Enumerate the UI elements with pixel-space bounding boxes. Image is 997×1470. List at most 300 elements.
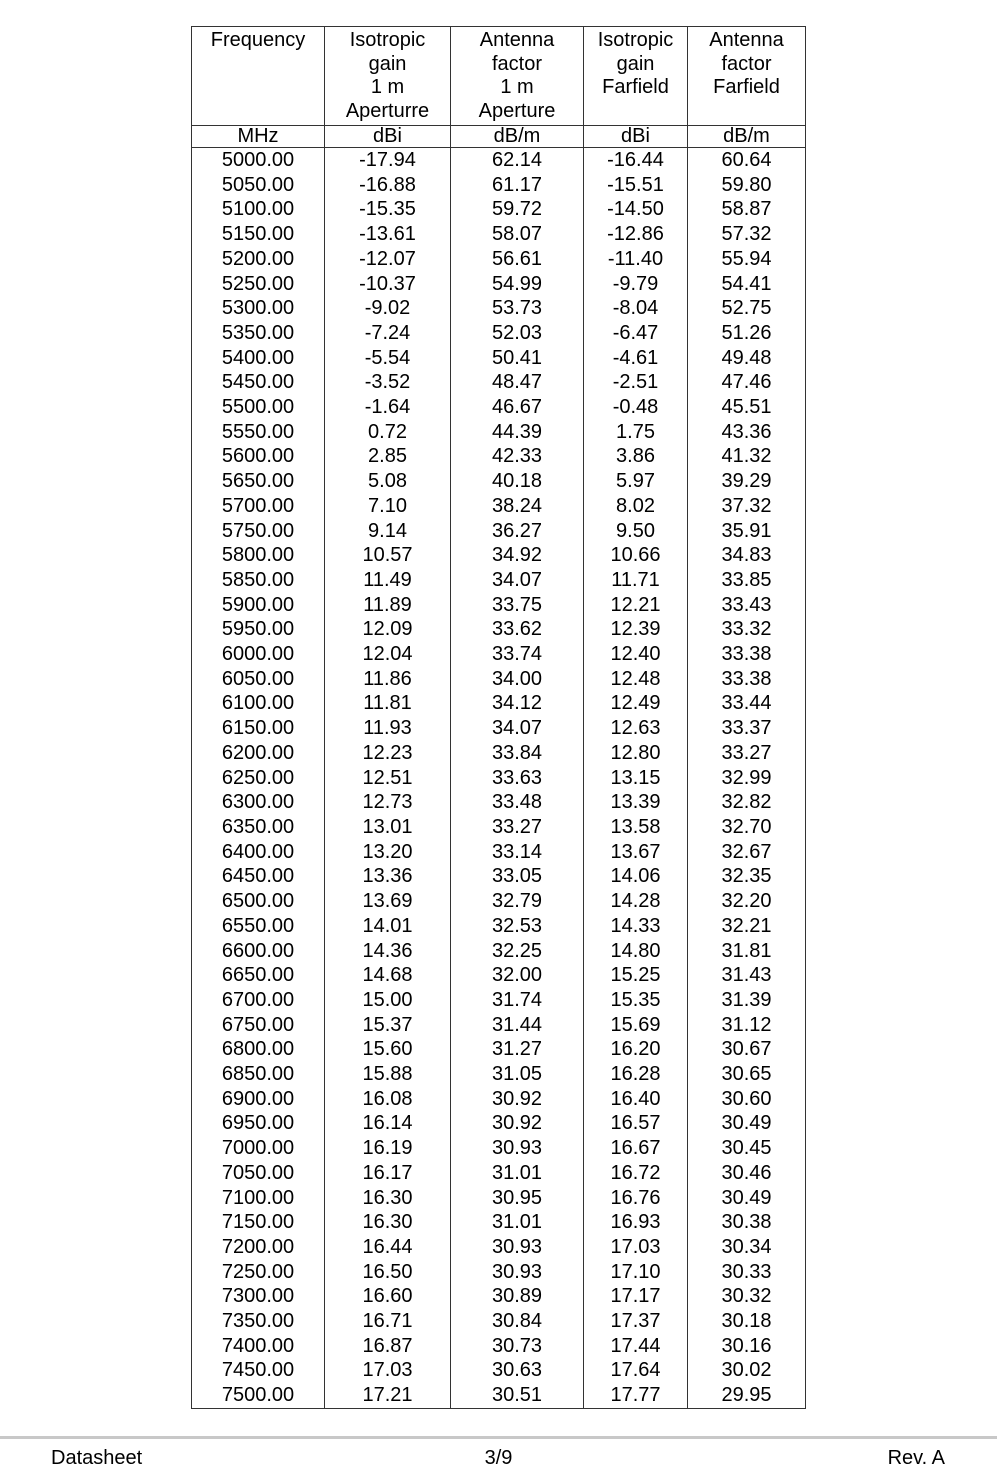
cell-isotropic-gain-farfield: 16.57 — [584, 1111, 688, 1136]
cell-antenna-factor-1m: 34.07 — [451, 568, 584, 593]
cell-antenna-factor-1m: 40.18 — [451, 469, 584, 494]
cell-frequency: 6500.00 — [192, 889, 325, 914]
cell-antenna-factor-1m: 54.99 — [451, 272, 584, 297]
cell-isotropic-gain-1m: -13.61 — [325, 222, 451, 247]
cell-antenna-factor-farfield: 33.43 — [688, 593, 806, 618]
cell-frequency: 5350.00 — [192, 321, 325, 346]
cell-frequency: 6400.00 — [192, 840, 325, 865]
cell-isotropic-gain-farfield: 17.03 — [584, 1235, 688, 1260]
cell-antenna-factor-farfield: 55.94 — [688, 247, 806, 272]
header-line: factor — [721, 52, 772, 75]
cell-antenna-factor-1m: 33.63 — [451, 766, 584, 791]
cell-isotropic-gain-1m: 12.23 — [325, 741, 451, 766]
table-row — [192, 914, 806, 939]
cell-frequency: 5600.00 — [192, 444, 325, 469]
cell-isotropic-gain-1m: -3.52 — [325, 370, 451, 395]
cell-isotropic-gain-1m: -7.24 — [325, 321, 451, 346]
cell-antenna-factor-1m: 33.75 — [451, 593, 584, 618]
header-line: 1 m — [370, 76, 405, 98]
table-row — [192, 1013, 806, 1038]
table-row — [192, 247, 806, 272]
cell-isotropic-gain-farfield: 13.67 — [584, 840, 688, 865]
cell-isotropic-gain-1m: 16.30 — [325, 1210, 451, 1235]
cell-antenna-factor-farfield: 30.65 — [688, 1062, 806, 1087]
table-row — [192, 444, 806, 469]
cell-frequency: 6300.00 — [192, 790, 325, 815]
unit-antenna-factor-1m: dB/m — [451, 126, 584, 148]
table-row — [192, 864, 806, 889]
cell-isotropic-gain-1m: 14.36 — [325, 939, 451, 964]
cell-antenna-factor-1m: 62.14 — [451, 148, 584, 173]
cell-frequency: 7400.00 — [192, 1334, 325, 1359]
table-row — [192, 1136, 806, 1161]
table-row — [192, 296, 806, 321]
cell-antenna-factor-1m: 34.07 — [451, 716, 584, 741]
cell-antenna-factor-1m: 33.27 — [451, 815, 584, 840]
cell-frequency: 7050.00 — [192, 1161, 325, 1186]
cell-frequency: 7200.00 — [192, 1235, 325, 1260]
header-line: Farfield — [713, 76, 780, 98]
cell-isotropic-gain-1m: 15.88 — [325, 1062, 451, 1087]
cell-isotropic-gain-farfield: 17.17 — [584, 1284, 688, 1309]
header-line: gain — [368, 52, 407, 75]
cell-frequency: 7100.00 — [192, 1186, 325, 1211]
cell-antenna-factor-1m: 32.25 — [451, 939, 584, 964]
table-row — [192, 222, 806, 247]
cell-antenna-factor-farfield: 33.38 — [688, 667, 806, 692]
table-row — [192, 1260, 806, 1285]
cell-antenna-factor-1m: 30.92 — [451, 1087, 584, 1112]
cell-antenna-factor-farfield: 57.32 — [688, 222, 806, 247]
cell-antenna-factor-farfield: 33.44 — [688, 691, 806, 716]
cell-frequency: 5400.00 — [192, 346, 325, 371]
cell-frequency: 7250.00 — [192, 1260, 325, 1285]
cell-antenna-factor-farfield: 31.43 — [688, 963, 806, 988]
table-row — [192, 691, 806, 716]
cell-antenna-factor-farfield: 31.12 — [688, 1013, 806, 1038]
table-row — [192, 815, 806, 840]
cell-antenna-factor-farfield: 58.87 — [688, 197, 806, 222]
header-line: Aperturre — [345, 99, 430, 122]
table-body — [192, 148, 806, 1409]
cell-frequency: 5800.00 — [192, 543, 325, 568]
cell-antenna-factor-1m: 30.92 — [451, 1111, 584, 1136]
cell-isotropic-gain-farfield: 17.64 — [584, 1358, 688, 1383]
cell-isotropic-gain-1m: 16.60 — [325, 1284, 451, 1309]
header-line: Farfield — [602, 76, 669, 98]
cell-antenna-factor-farfield: 35.91 — [688, 519, 806, 544]
cell-isotropic-gain-farfield: 16.40 — [584, 1087, 688, 1112]
table-row — [192, 395, 806, 420]
cell-isotropic-gain-1m: 11.89 — [325, 593, 451, 618]
cell-isotropic-gain-1m: -12.07 — [325, 247, 451, 272]
cell-isotropic-gain-1m: 15.37 — [325, 1013, 451, 1038]
cell-antenna-factor-1m: 31.01 — [451, 1161, 584, 1186]
cell-antenna-factor-1m: 61.17 — [451, 173, 584, 198]
header-line: Isotropic — [597, 29, 674, 51]
cell-frequency: 5500.00 — [192, 395, 325, 420]
cell-antenna-factor-1m: 31.74 — [451, 988, 584, 1013]
cell-antenna-factor-farfield: 37.32 — [688, 494, 806, 519]
cell-isotropic-gain-farfield: 17.77 — [584, 1383, 688, 1408]
cell-isotropic-gain-1m: 12.04 — [325, 642, 451, 667]
cell-isotropic-gain-1m: 11.86 — [325, 667, 451, 692]
cell-isotropic-gain-farfield: -0.48 — [584, 395, 688, 420]
header-line: 1 m — [500, 76, 534, 98]
cell-antenna-factor-farfield: 30.33 — [688, 1260, 806, 1285]
cell-frequency: 7000.00 — [192, 1136, 325, 1161]
cell-antenna-factor-farfield: 45.51 — [688, 395, 806, 420]
table-row — [192, 420, 806, 445]
cell-antenna-factor-farfield: 31.81 — [688, 939, 806, 964]
cell-antenna-factor-farfield: 30.16 — [688, 1334, 806, 1359]
cell-antenna-factor-1m: 33.84 — [451, 741, 584, 766]
cell-antenna-factor-1m: 32.53 — [451, 914, 584, 939]
table-row — [192, 1186, 806, 1211]
header-isotropic-gain-farfield — [584, 27, 688, 126]
cell-isotropic-gain-1m: 9.14 — [325, 519, 451, 544]
cell-isotropic-gain-1m: 13.36 — [325, 864, 451, 889]
cell-antenna-factor-1m: 33.48 — [451, 790, 584, 815]
cell-antenna-factor-farfield: 51.26 — [688, 321, 806, 346]
cell-frequency: 6850.00 — [192, 1062, 325, 1087]
cell-antenna-factor-1m: 58.07 — [451, 222, 584, 247]
table-row — [192, 1235, 806, 1260]
cell-frequency: 6900.00 — [192, 1087, 325, 1112]
cell-antenna-factor-farfield: 30.60 — [688, 1087, 806, 1112]
cell-isotropic-gain-1m: 16.50 — [325, 1260, 451, 1285]
cell-frequency: 5100.00 — [192, 197, 325, 222]
cell-isotropic-gain-1m: 12.51 — [325, 766, 451, 791]
cell-antenna-factor-farfield: 30.02 — [688, 1358, 806, 1383]
cell-antenna-factor-farfield: 33.32 — [688, 617, 806, 642]
cell-antenna-factor-1m: 31.44 — [451, 1013, 584, 1038]
cell-isotropic-gain-farfield: 14.33 — [584, 914, 688, 939]
table-row — [192, 889, 806, 914]
table-row — [192, 1062, 806, 1087]
cell-isotropic-gain-1m: 16.87 — [325, 1334, 451, 1359]
cell-frequency: 7300.00 — [192, 1284, 325, 1309]
table-row — [192, 346, 806, 371]
table-row — [192, 1284, 806, 1309]
cell-antenna-factor-1m: 33.14 — [451, 840, 584, 865]
cell-antenna-factor-1m: 48.47 — [451, 370, 584, 395]
cell-isotropic-gain-farfield: 12.49 — [584, 691, 688, 716]
cell-isotropic-gain-farfield: 12.40 — [584, 642, 688, 667]
cell-isotropic-gain-1m: 16.30 — [325, 1186, 451, 1211]
cell-antenna-factor-1m: 33.62 — [451, 617, 584, 642]
cell-isotropic-gain-farfield: 16.72 — [584, 1161, 688, 1186]
footer-divider — [0, 1436, 997, 1439]
cell-frequency: 7350.00 — [192, 1309, 325, 1334]
cell-frequency: 5200.00 — [192, 247, 325, 272]
cell-antenna-factor-farfield: 33.85 — [688, 568, 806, 593]
cell-isotropic-gain-1m: -15.35 — [325, 197, 451, 222]
cell-antenna-factor-farfield: 30.46 — [688, 1161, 806, 1186]
cell-antenna-factor-farfield: 52.75 — [688, 296, 806, 321]
cell-antenna-factor-1m: 33.05 — [451, 864, 584, 889]
table-row — [192, 370, 806, 395]
header-frequency — [192, 27, 325, 126]
cell-frequency: 7450.00 — [192, 1358, 325, 1383]
cell-antenna-factor-farfield: 49.48 — [688, 346, 806, 371]
table-row — [192, 1087, 806, 1112]
cell-isotropic-gain-farfield: 14.28 — [584, 889, 688, 914]
cell-frequency: 6700.00 — [192, 988, 325, 1013]
cell-antenna-factor-1m: 30.93 — [451, 1136, 584, 1161]
header-antenna-factor-1m — [451, 27, 584, 126]
cell-antenna-factor-1m: 30.51 — [451, 1383, 584, 1408]
cell-frequency: 5300.00 — [192, 296, 325, 321]
cell-frequency: 6150.00 — [192, 716, 325, 741]
cell-isotropic-gain-1m: 10.57 — [325, 543, 451, 568]
table-row — [192, 1161, 806, 1186]
cell-frequency: 6750.00 — [192, 1013, 325, 1038]
header-isotropic-gain-1m — [325, 27, 451, 126]
table-row — [192, 1037, 806, 1062]
cell-frequency: 6600.00 — [192, 939, 325, 964]
cell-isotropic-gain-farfield: 16.28 — [584, 1062, 688, 1087]
cell-antenna-factor-farfield: 30.67 — [688, 1037, 806, 1062]
cell-antenna-factor-farfield: 33.38 — [688, 642, 806, 667]
cell-antenna-factor-1m: 46.67 — [451, 395, 584, 420]
cell-frequency: 5050.00 — [192, 173, 325, 198]
cell-antenna-factor-1m: 59.72 — [451, 197, 584, 222]
table-row — [192, 766, 806, 791]
cell-isotropic-gain-farfield: 13.58 — [584, 815, 688, 840]
cell-antenna-factor-farfield: 33.37 — [688, 716, 806, 741]
cell-isotropic-gain-farfield: 15.25 — [584, 963, 688, 988]
cell-antenna-factor-farfield: 32.35 — [688, 864, 806, 889]
cell-isotropic-gain-1m: 16.71 — [325, 1309, 451, 1334]
cell-antenna-factor-1m: 30.84 — [451, 1309, 584, 1334]
footer-page-number: 3/9 — [484, 1447, 513, 1469]
cell-antenna-factor-1m: 31.27 — [451, 1037, 584, 1062]
table-row — [192, 519, 806, 544]
cell-isotropic-gain-farfield: -6.47 — [584, 321, 688, 346]
table-row — [192, 568, 806, 593]
table-row — [192, 741, 806, 766]
cell-antenna-factor-1m: 30.95 — [451, 1186, 584, 1211]
cell-isotropic-gain-1m: 11.81 — [325, 691, 451, 716]
cell-antenna-factor-1m: 30.63 — [451, 1358, 584, 1383]
cell-frequency: 5550.00 — [192, 420, 325, 445]
cell-frequency: 5000.00 — [192, 148, 325, 173]
cell-isotropic-gain-1m: 15.00 — [325, 988, 451, 1013]
cell-isotropic-gain-1m: 11.49 — [325, 568, 451, 593]
cell-isotropic-gain-farfield: 5.97 — [584, 469, 688, 494]
cell-frequency: 6650.00 — [192, 963, 325, 988]
unit-frequency: MHz — [192, 126, 325, 148]
table-row — [192, 543, 806, 568]
cell-isotropic-gain-1m: 13.01 — [325, 815, 451, 840]
cell-antenna-factor-1m: 50.41 — [451, 346, 584, 371]
cell-isotropic-gain-farfield: 17.37 — [584, 1309, 688, 1334]
cell-frequency: 6450.00 — [192, 864, 325, 889]
cell-isotropic-gain-1m: 7.10 — [325, 494, 451, 519]
table-row — [192, 173, 806, 198]
cell-antenna-factor-1m: 30.93 — [451, 1260, 584, 1285]
cell-isotropic-gain-1m: 16.19 — [325, 1136, 451, 1161]
table-row — [192, 617, 806, 642]
cell-antenna-factor-farfield: 54.41 — [688, 272, 806, 297]
cell-isotropic-gain-farfield: 8.02 — [584, 494, 688, 519]
table-row — [192, 1334, 806, 1359]
table-row — [192, 963, 806, 988]
table-row — [192, 148, 806, 173]
cell-antenna-factor-1m: 34.12 — [451, 691, 584, 716]
cell-frequency: 6950.00 — [192, 1111, 325, 1136]
cell-isotropic-gain-farfield: -15.51 — [584, 173, 688, 198]
header-line: gain — [616, 52, 655, 75]
cell-frequency: 5250.00 — [192, 272, 325, 297]
cell-antenna-factor-farfield: 31.39 — [688, 988, 806, 1013]
cell-isotropic-gain-farfield: 11.71 — [584, 568, 688, 593]
cell-isotropic-gain-farfield: -2.51 — [584, 370, 688, 395]
cell-frequency: 5150.00 — [192, 222, 325, 247]
cell-isotropic-gain-farfield: -4.61 — [584, 346, 688, 371]
cell-antenna-factor-farfield: 32.70 — [688, 815, 806, 840]
cell-isotropic-gain-farfield: -11.40 — [584, 247, 688, 272]
cell-antenna-factor-farfield: 30.38 — [688, 1210, 806, 1235]
cell-isotropic-gain-farfield: 15.69 — [584, 1013, 688, 1038]
cell-isotropic-gain-farfield: 13.15 — [584, 766, 688, 791]
cell-isotropic-gain-1m: 16.08 — [325, 1087, 451, 1112]
cell-antenna-factor-1m: 30.89 — [451, 1284, 584, 1309]
cell-frequency: 5450.00 — [192, 370, 325, 395]
cell-isotropic-gain-farfield: 12.48 — [584, 667, 688, 692]
cell-antenna-factor-1m: 52.03 — [451, 321, 584, 346]
cell-antenna-factor-farfield: 60.64 — [688, 148, 806, 173]
cell-isotropic-gain-farfield: 12.63 — [584, 716, 688, 741]
table-row — [192, 494, 806, 519]
header-line: factor — [491, 52, 543, 75]
cell-frequency: 6350.00 — [192, 815, 325, 840]
cell-isotropic-gain-1m: -16.88 — [325, 173, 451, 198]
cell-frequency: 5900.00 — [192, 593, 325, 618]
cell-antenna-factor-1m: 30.73 — [451, 1334, 584, 1359]
cell-frequency: 6050.00 — [192, 667, 325, 692]
cell-frequency: 6550.00 — [192, 914, 325, 939]
cell-antenna-factor-farfield: 47.46 — [688, 370, 806, 395]
cell-frequency: 5950.00 — [192, 617, 325, 642]
table-row — [192, 1383, 806, 1408]
cell-isotropic-gain-farfield: 9.50 — [584, 519, 688, 544]
cell-antenna-factor-1m: 44.39 — [451, 420, 584, 445]
cell-antenna-factor-farfield: 39.29 — [688, 469, 806, 494]
cell-isotropic-gain-1m: 17.03 — [325, 1358, 451, 1383]
cell-isotropic-gain-farfield: 16.93 — [584, 1210, 688, 1235]
cell-antenna-factor-farfield: 30.49 — [688, 1111, 806, 1136]
cell-antenna-factor-1m: 33.74 — [451, 642, 584, 667]
table-row — [192, 840, 806, 865]
header-line: Antenna — [709, 29, 784, 51]
unit-antenna-factor-farfield: dB/m — [688, 126, 806, 148]
cell-isotropic-gain-1m: -1.64 — [325, 395, 451, 420]
table-row — [192, 1309, 806, 1334]
cell-isotropic-gain-1m: 12.09 — [325, 617, 451, 642]
cell-isotropic-gain-farfield: 13.39 — [584, 790, 688, 815]
cell-antenna-factor-farfield: 30.18 — [688, 1309, 806, 1334]
cell-frequency: 6200.00 — [192, 741, 325, 766]
header-line: Isotropic — [349, 29, 426, 51]
cell-isotropic-gain-1m: 11.93 — [325, 716, 451, 741]
cell-isotropic-gain-farfield: 10.66 — [584, 543, 688, 568]
table-row — [192, 642, 806, 667]
cell-isotropic-gain-farfield: -12.86 — [584, 222, 688, 247]
table-row — [192, 1111, 806, 1136]
footer-revision: Rev. A — [887, 1447, 945, 1469]
cell-antenna-factor-1m: 36.27 — [451, 519, 584, 544]
cell-antenna-factor-1m: 31.05 — [451, 1062, 584, 1087]
cell-frequency: 7150.00 — [192, 1210, 325, 1235]
cell-frequency: 5750.00 — [192, 519, 325, 544]
header-line: Antenna — [479, 29, 555, 51]
cell-antenna-factor-farfield: 30.32 — [688, 1284, 806, 1309]
table-row — [192, 939, 806, 964]
cell-frequency: 5700.00 — [192, 494, 325, 519]
cell-frequency: 6100.00 — [192, 691, 325, 716]
header-antenna-factor-farfield — [688, 27, 806, 126]
cell-isotropic-gain-1m: 0.72 — [325, 420, 451, 445]
cell-frequency: 6250.00 — [192, 766, 325, 791]
cell-frequency: 5850.00 — [192, 568, 325, 593]
cell-isotropic-gain-farfield: 16.76 — [584, 1186, 688, 1211]
cell-isotropic-gain-farfield: 14.06 — [584, 864, 688, 889]
cell-isotropic-gain-1m: 17.21 — [325, 1383, 451, 1408]
cell-antenna-factor-farfield: 32.82 — [688, 790, 806, 815]
cell-antenna-factor-1m: 53.73 — [451, 296, 584, 321]
cell-antenna-factor-farfield: 34.83 — [688, 543, 806, 568]
table-row — [192, 1358, 806, 1383]
cell-frequency: 7500.00 — [192, 1383, 325, 1408]
cell-frequency: 6800.00 — [192, 1037, 325, 1062]
cell-isotropic-gain-1m: -17.94 — [325, 148, 451, 173]
cell-isotropic-gain-1m: 15.60 — [325, 1037, 451, 1062]
cell-isotropic-gain-farfield: 12.21 — [584, 593, 688, 618]
footer-doc-type: Datasheet — [51, 1447, 143, 1469]
table-row — [192, 469, 806, 494]
table-row — [192, 667, 806, 692]
table-row — [192, 716, 806, 741]
cell-isotropic-gain-1m: -9.02 — [325, 296, 451, 321]
cell-antenna-factor-farfield: 41.32 — [688, 444, 806, 469]
cell-isotropic-gain-farfield: 17.10 — [584, 1260, 688, 1285]
cell-antenna-factor-1m: 32.79 — [451, 889, 584, 914]
cell-isotropic-gain-farfield: 17.44 — [584, 1334, 688, 1359]
cell-isotropic-gain-farfield: -8.04 — [584, 296, 688, 321]
table-row — [192, 593, 806, 618]
cell-isotropic-gain-1m: 14.68 — [325, 963, 451, 988]
cell-antenna-factor-farfield: 32.67 — [688, 840, 806, 865]
cell-isotropic-gain-1m: 16.17 — [325, 1161, 451, 1186]
cell-antenna-factor-1m: 56.61 — [451, 247, 584, 272]
cell-isotropic-gain-1m: 12.73 — [325, 790, 451, 815]
cell-isotropic-gain-farfield: 12.39 — [584, 617, 688, 642]
cell-isotropic-gain-farfield: -14.50 — [584, 197, 688, 222]
cell-isotropic-gain-farfield: 12.80 — [584, 741, 688, 766]
table-row — [192, 321, 806, 346]
table-row — [192, 197, 806, 222]
antenna-data-table — [191, 26, 806, 1409]
cell-antenna-factor-1m: 34.92 — [451, 543, 584, 568]
table-row — [192, 790, 806, 815]
cell-isotropic-gain-1m: -10.37 — [325, 272, 451, 297]
cell-antenna-factor-1m: 32.00 — [451, 963, 584, 988]
cell-frequency: 5650.00 — [192, 469, 325, 494]
cell-isotropic-gain-farfield: 1.75 — [584, 420, 688, 445]
header-line: Aperture — [478, 99, 556, 122]
